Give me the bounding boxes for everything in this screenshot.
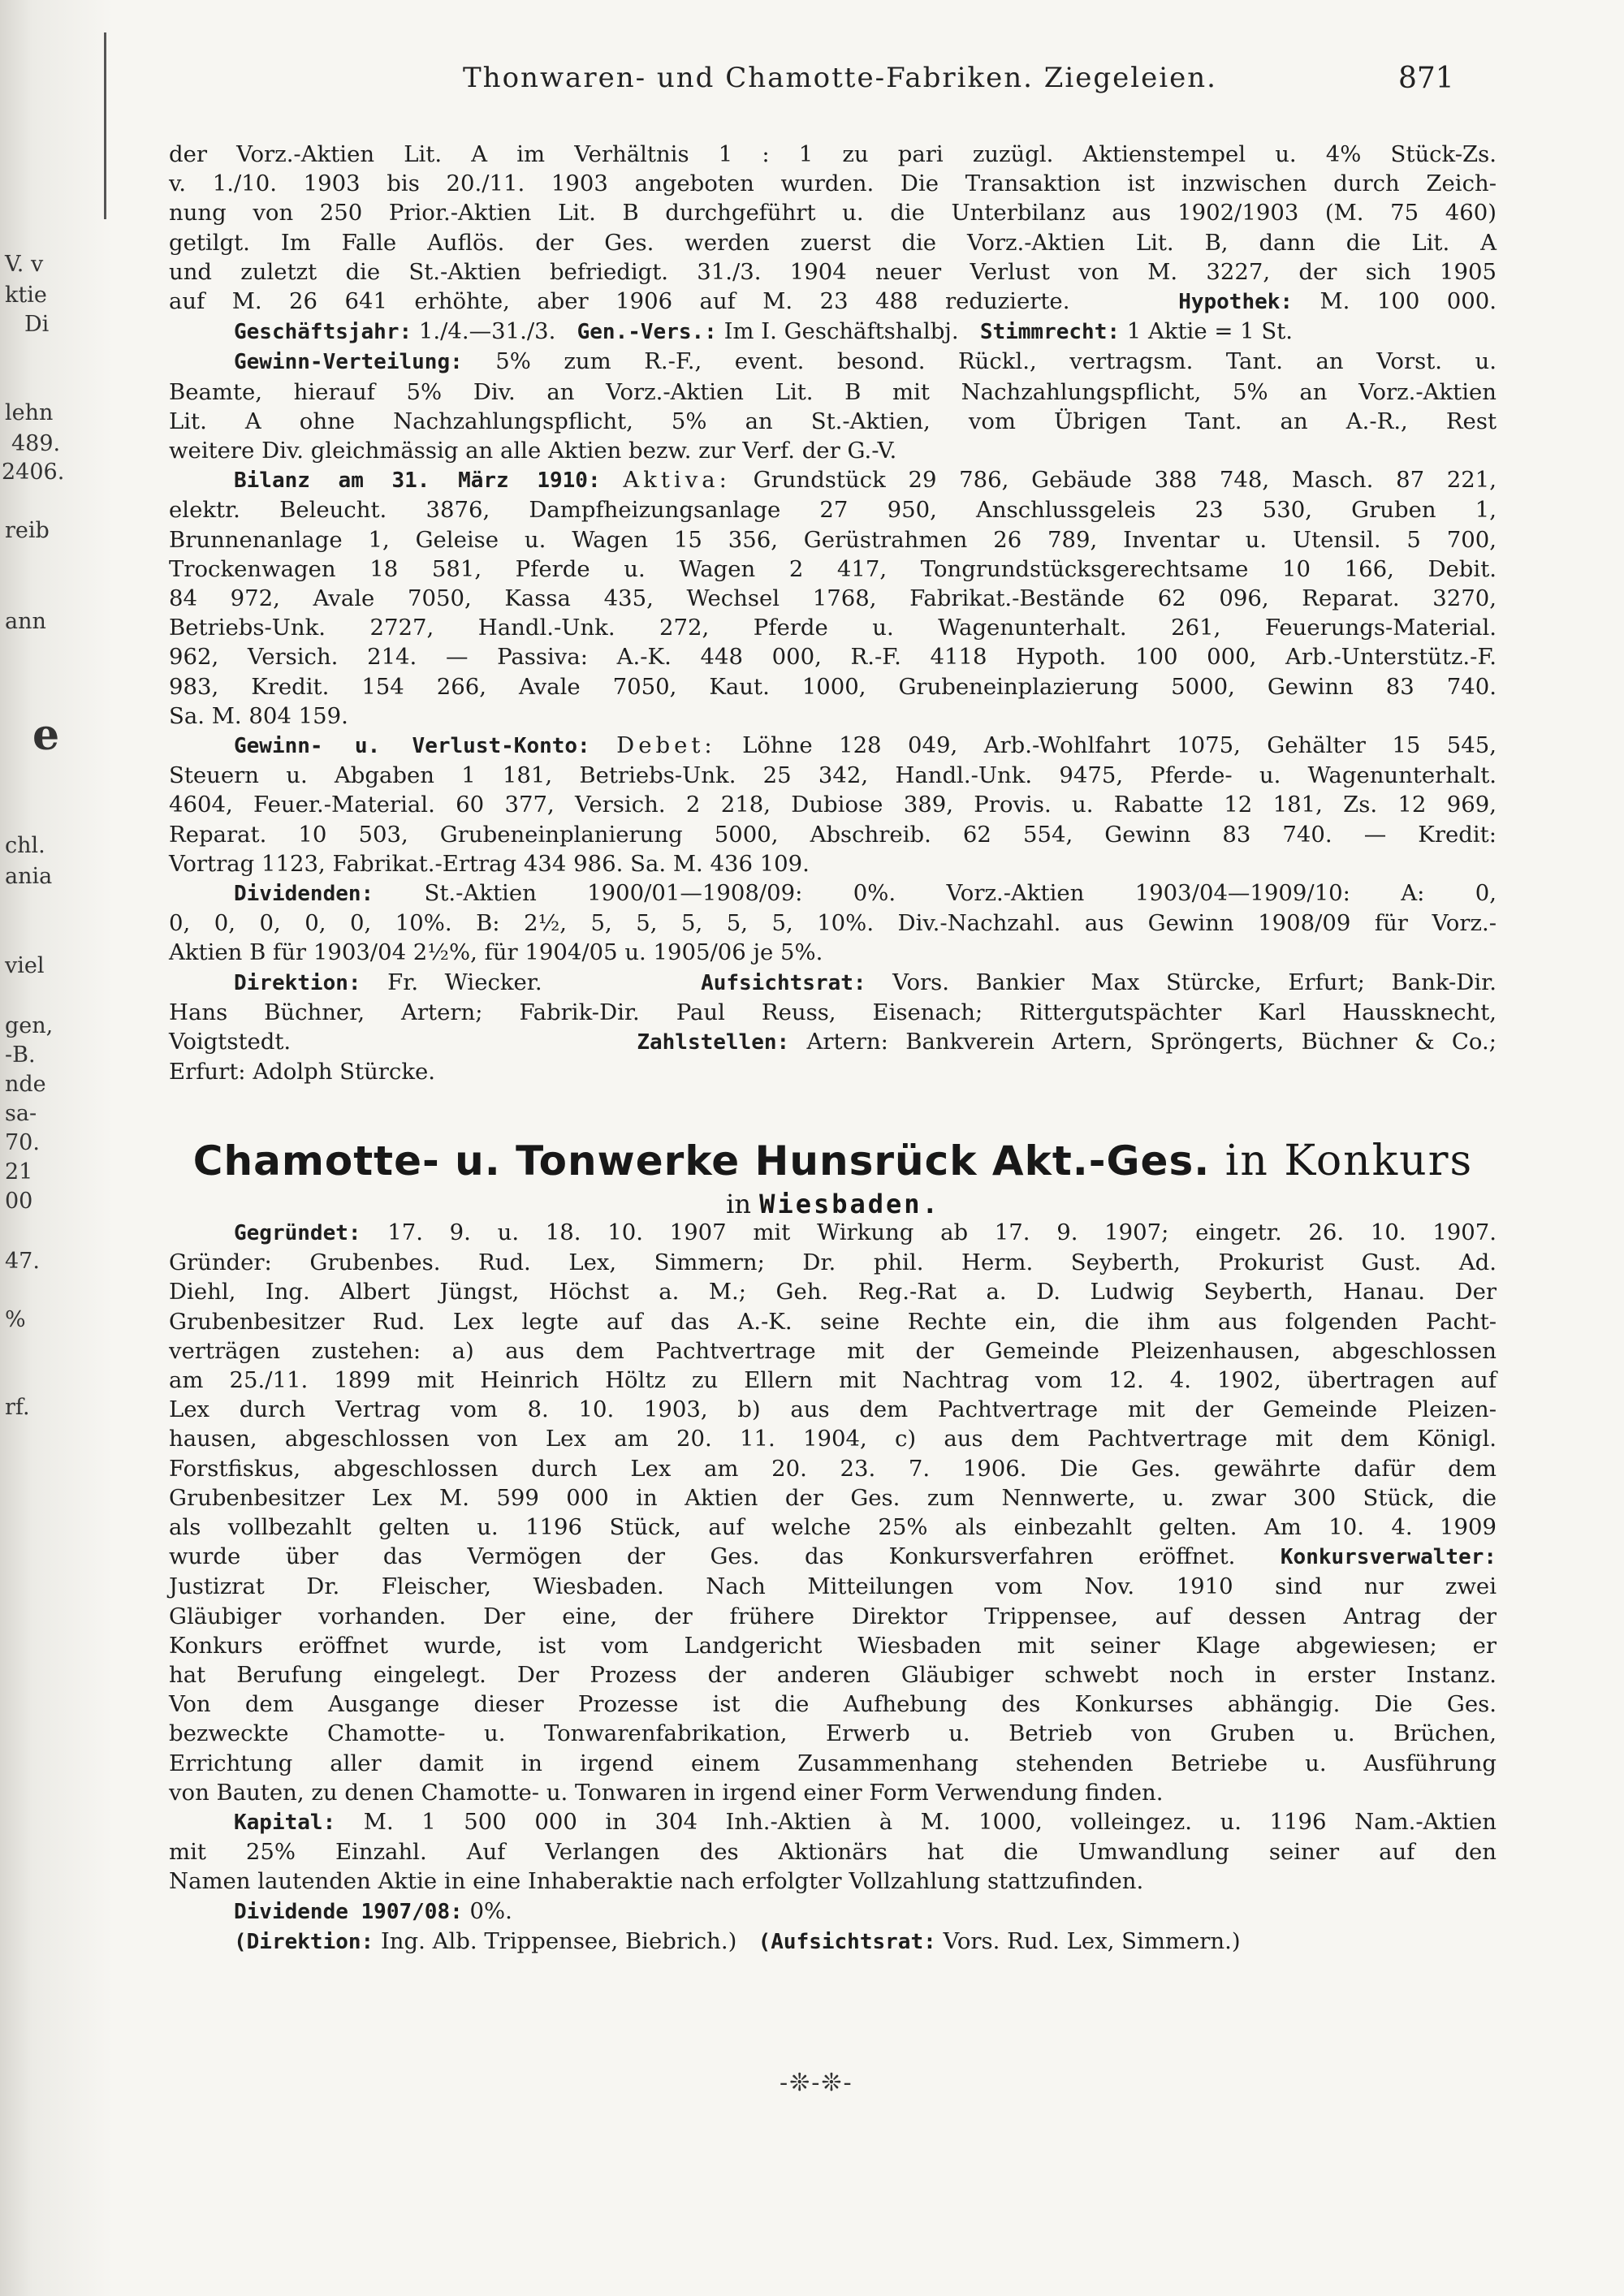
- dividenden-label: Dividenden:: [234, 882, 374, 907]
- margin-fragment: rf.: [5, 1395, 30, 1420]
- left-margin-fragments: [0, 0, 65, 2296]
- hypothek-label: Hypothek:: [1178, 290, 1294, 315]
- margin-fragment: 70.: [5, 1130, 40, 1155]
- margin-fragment: sa-: [5, 1101, 37, 1126]
- text-line: Grubenbesitzer Rud. Lex legte auf das A.-K. seine Rechte ein, die ihm aus folgenden Pacht-: [169, 1308, 1497, 1335]
- zahlstellen-label: Zahlstellen:: [637, 1030, 790, 1055]
- text-line: hat Berufung eingelegt. Der Prozess der anderen Gläubiger schwebt noch in erster Instanz.: [169, 1662, 1497, 1689]
- text-line: Gläubiger vorhanden. Der eine, der frühere Direktor Trippensee, auf dessen Antrag der: [169, 1603, 1497, 1629]
- margin-fragment: %: [5, 1307, 26, 1332]
- margin-fragment: reib: [5, 518, 50, 543]
- aufsichtsrat-value: Vors. Rud. Lex, Simmern.): [943, 1927, 1241, 1954]
- text-run: 17. 9. u. 18. 10. 1907 mit Wirkung ab 17. 9. 1907; eingetr. 26. 10. 1907.: [387, 1219, 1497, 1245]
- direktion-label: (Direktion:: [234, 1929, 374, 1954]
- stimmrecht-value: 1 Aktie = 1 St.: [1126, 318, 1294, 345]
- margin-fragment: 2406.: [2, 460, 65, 485]
- kapital-label: Kapital:: [234, 1810, 336, 1836]
- text-line: und zuletzt die St.-Aktien befriedigt. 31./3. 1904 neuer Verlust von M. 3227, der sich 1905: [169, 258, 1497, 285]
- dividende-label: Dividende 1907/08:: [234, 1899, 463, 1924]
- text-line: Hans Büchner, Artern; Fabrik-Dir. Paul Reuss, Eisenach; Rittergutspächter Karl Haussknecht,: [169, 999, 1497, 1025]
- margin-fragment: V. v: [5, 252, 44, 277]
- running-title: Thonwaren- und Chamotte-Fabriken. Ziegeleien.: [463, 62, 1217, 94]
- text-line: Von dem Ausgange dieser Prozesse ist die Aufhebung des Konkurses abhängig. Die Ges.: [169, 1691, 1497, 1718]
- text-line: getilgt. Im Falle Auflös. der Ges. werden zuerst die Vorz.-Aktien Lit. B, dann die Lit. A: [169, 229, 1497, 256]
- text-run: wurde über das Vermögen der Ges. das Konkursverfahren eröffnet.: [169, 1543, 1236, 1570]
- direktion-label: Direktion:: [234, 970, 361, 995]
- text-line: Lit. A ohne Nachzahlungspflicht, 5% an St.-Aktien, vom Übrigen Tant. an A.-R., Rest: [169, 408, 1497, 434]
- konkurs-label: Konkursverwalter:: [1280, 1545, 1497, 1570]
- text-line: 84 972, Avale 7050, Kassa 435, Wechsel 1768, Fabrikat.-Bestände 62 096, Reparat. 3270,: [169, 585, 1497, 612]
- text-run: St.-Aktien 1900/01—1908/09: 0%. Vorz.-Aktien 1903/04—1909/10: A: 0,: [424, 880, 1497, 907]
- text-run: Vors. Bankier Max Stürcke, Erfurt; Bank-Dir.: [892, 969, 1497, 995]
- location-prefix: in: [726, 1189, 751, 1219]
- text-line: [169, 1897, 1497, 1927]
- text-line: [169, 347, 1497, 377]
- text-line: am 25./11. 1899 mit Heinrich Höltz zu Ellern mit Nachtrag vom 12. 4. 1902, übertragen auf: [169, 1367, 1497, 1394]
- text-line: elektr. Beleucht. 3876, Dampfheizungsanlage 27 950, Anschlussgeleis 23 530, Gruben 1,: [169, 497, 1497, 524]
- text-line: 0, 0, 0, 0, 0, 10%. B: 2½, 5, 5, 5, 5, 5, 10%. Div.-Nachzahl. aus Gewinn 1908/09 für Vorz.-: [169, 910, 1497, 937]
- text-line: weitere Div. gleichmässig an alle Aktien bezw. zur Verf. der G.-V.: [169, 438, 897, 464]
- text-line: Namen lautenden Aktie in eine Inhaberaktie nach erfolgter Vollzahlung stattzufinden.: [169, 1868, 1144, 1895]
- text-line: 983, Kredit. 154 266, Avale 7050, Kaut. 1000, Grubeneinplazierung 5000, Gewinn 83 740.: [169, 673, 1497, 700]
- text-line: Justizrat Dr. Fleischer, Wiesbaden. Nach Mitteilungen vom Nov. 1910 sind nur zwei: [169, 1573, 1497, 1600]
- margin-fragment: lehn: [5, 400, 54, 425]
- section-company-entry: [169, 1218, 1497, 1957]
- company-location: [192, 1189, 1475, 1219]
- dividende-value: 0%.: [469, 1897, 512, 1924]
- text-line: Sa. M. 804 159.: [169, 702, 348, 729]
- text-run: Artern: Bankverein Artern, Spröngerts, Büchner & Co.;: [806, 1029, 1497, 1055]
- text-line: [169, 1027, 1497, 1057]
- text-line: Brunnenanlage 1, Geleise u. Wagen 15 356, Gerüstrahmen 26 789, Inventar u. Utensil. 5 700,: [169, 526, 1497, 553]
- margin-fragment: ania: [5, 864, 53, 889]
- verlust-label: Gewinn- u. Verlust-Konto:: [234, 734, 590, 759]
- text-line: 962, Versich. 214. — Passiva: A.-K. 448 000, R.-F. 4118 Hypoth. 100 000, Arb.-Unterstütz.-F.: [169, 644, 1497, 671]
- gutter-line: [104, 32, 106, 219]
- text-line: Diehl, Ing. Albert Jüngst, Höchst a. M.; Geh. Reg.-Rat a. D. Ludwig Seyberth, Hanau. Der: [169, 1279, 1497, 1306]
- text-line: [169, 1927, 1497, 1957]
- text-line: Grubenbesitzer Lex M. 599 000 in Aktien der Ges. zum Nennwerte, u. zwar 300 Stück, die: [169, 1484, 1497, 1511]
- text-line: Lex durch Vertrag vom 8. 10. 1903, b) aus dem Pachtvertrage mit der Gemeinde Pleizen-: [169, 1396, 1497, 1423]
- text-run: M. 1 500 000 in 304 Inh.-Aktien à M. 1000, volleingez. u. 1196 Nam.-Aktien: [363, 1809, 1497, 1836]
- genvers-value: Im I. Geschäftshalbj.: [723, 318, 959, 345]
- text-line: Konkurs eröffnet wurde, ist vom Landgericht Wiesbaden mit seiner Klage abgewiesen; er: [169, 1632, 1497, 1659]
- text-line: als vollbezahlt gelten u. 1196 Stück, auf welche 25% als einbezahlt gelten. Am 10. 4. 1909: [169, 1514, 1497, 1541]
- text-line: [169, 968, 1497, 998]
- text-line: [169, 1218, 1497, 1248]
- text-line: [169, 1807, 1497, 1837]
- margin-fragment: e: [32, 710, 60, 760]
- geschaeftsjahr-value: 1./4.—31./3.: [418, 318, 556, 345]
- margin-fragment: chl.: [5, 833, 45, 858]
- margin-fragment: nde: [5, 1072, 46, 1097]
- text-line: Trockenwagen 18 581, Pferde u. Wagen 2 417, Tongrundstücksgerechtsame 10 166, Debit.: [169, 555, 1497, 582]
- location-city: Wiesbaden.: [759, 1189, 940, 1219]
- text-line: von Bauten, zu denen Chamotte- u. Tonwaren in irgend einer Form Verwendung finden.: [169, 1779, 1164, 1806]
- margin-fragment: 489.: [11, 431, 61, 456]
- margin-fragment: Di: [24, 312, 50, 337]
- margin-fragment: gen,: [5, 1013, 54, 1038]
- text-line: [169, 465, 1497, 495]
- text-run: Löhne 128 049, Arb.-Wohlfahrt 1075, Gehälter 15 545,: [742, 732, 1497, 759]
- direktion-value: Ing. Alb. Trippensee, Biebrich.): [380, 1927, 737, 1954]
- text-line: Reparat. 10 503, Grubeneinplanierung 5000, Abschreib. 62 554, Gewinn 83 740. — Kredit:: [169, 821, 1497, 848]
- margin-fragment: -B.: [5, 1042, 36, 1068]
- genvers-label: Gen.-Vers.:: [577, 320, 717, 345]
- company-status: in Konkurs: [1224, 1137, 1474, 1185]
- text-run: 5% zum R.-F., event. besond. Rückl., vertragsm. Tant. an Vorst. u.: [495, 348, 1497, 375]
- company-name: Chamotte- u. Tonwerke Hunsrück Akt.-Ges.: [192, 1137, 1211, 1185]
- text-line: [169, 878, 1497, 908]
- text-line: [169, 1542, 1497, 1572]
- margin-fragment: 21: [5, 1159, 33, 1185]
- aufsichtsrat-label: Aufsichtsrat:: [701, 970, 866, 995]
- text-line: [169, 317, 1497, 347]
- text-line: Forstfiskus, abgeschlossen durch Lex am 20. 23. 7. 1906. Die Ges. gewährte dafür dem: [169, 1455, 1497, 1482]
- text-line: Errichtung aller damit in irgend einem Zusammenhang stehenden Betriebe u. Ausführung: [169, 1750, 1497, 1776]
- gewinn-label: Gewinn-Verteilung:: [234, 350, 463, 375]
- bilanz-label: Bilanz am 31. März 1910:: [234, 468, 601, 494]
- text-run: auf M. 26 641 erhöhte, aber 1906 auf M. 23 488 reduzierte.: [169, 288, 1070, 315]
- debet-label: Debet:: [616, 732, 716, 759]
- text-line: der Vorz.-Aktien Lit. A im Verhältnis 1 : 1 zu pari zuzügl. Aktienstempel u. 4% Stück-Zs.: [169, 141, 1497, 167]
- section-previous-company: [169, 140, 1497, 1087]
- text-line: 4604, Feuer.-Material. 60 377, Versich. 2 218, Dubiose 389, Provis. u. Rabatte 12 181, Zs. 12 969,: [169, 792, 1497, 818]
- text-line: [169, 731, 1497, 761]
- text-line: bezweckte Chamotte- u. Tonwarenfabrikation, Erwerb u. Betrieb von Gruben u. Brüchen,: [169, 1720, 1497, 1747]
- text-line: Beamte, hierauf 5% Div. an Vorz.-Aktien Lit. B mit Nachzahlungspflicht, 5% an Vorz.-Aktien: [169, 378, 1497, 405]
- margin-fragment: viel: [5, 953, 45, 978]
- direktion-value: Fr. Wiecker.: [387, 969, 542, 995]
- margin-fragment: 47.: [5, 1249, 40, 1274]
- margin-fragment: 00: [5, 1189, 33, 1214]
- hypothek-value: M. 100 000.: [1320, 288, 1497, 315]
- text-line: mit 25% Einzahl. Auf Verlangen des Aktionärs hat die Umwandlung seiner auf den: [169, 1839, 1497, 1866]
- aufsichtsrat-label: (Aufsichtsrat:: [758, 1929, 936, 1954]
- text-line: [169, 287, 1497, 317]
- gegruendet-label: Gegründet:: [234, 1221, 361, 1245]
- text-run: Grundstück 29 786, Gebäude 388 748, Masch. 87 221,: [753, 467, 1497, 494]
- margin-fragment: ann: [5, 609, 46, 634]
- text-line: Gründer: Grubenbes. Rud. Lex, Simmern; Dr. phil. Herm. Seyberth, Prokurist Gust. Ad.: [169, 1249, 1497, 1276]
- geschaeftsjahr-label: Geschäftsjahr:: [234, 320, 412, 345]
- text-line: Steuern u. Abgaben 1 181, Betriebs-Unk. 25 342, Handl.-Unk. 9475, Pferde- u. Wagenunterhalt.: [169, 762, 1497, 789]
- text-line: v. 1./10. 1903 bis 20./11. 1903 angeboten wurden. Die Transaktion ist inzwischen durch Zeich-: [169, 170, 1497, 197]
- closing-ornament: -❊-❊-: [780, 2069, 853, 2097]
- margin-fragment: ktie: [5, 283, 47, 308]
- text-line: Aktien B für 1903/04 2½%, für 1904/05 u. 1905/06 je 5%.: [169, 939, 823, 966]
- text-line: verträgen zustehen: a) aus dem Pachtvertrage mit der Gemeinde Pleizenhausen, abgeschlossen: [169, 1337, 1497, 1364]
- text-run: Voigtstedt.: [169, 1029, 292, 1055]
- company-title: [192, 1137, 1475, 1185]
- text-line: hausen, abgeschlossen von Lex am 20. 11. 1904, c) aus dem Pachtvertrage mit dem Königl.: [169, 1426, 1497, 1452]
- aktiva-label: Aktiva:: [623, 467, 731, 494]
- text-line: Erfurt: Adolph Stürcke.: [169, 1059, 436, 1085]
- text-line: nung von 250 Prior.-Aktien Lit. B durchgeführt u. die Unterbilanz aus 1902/1903 (M. 75 460): [169, 200, 1497, 227]
- text-line: Vortrag 1123, Fabrikat.-Ertrag 434 986. Sa. M. 436 109.: [169, 850, 810, 877]
- stimmrecht-label: Stimmrecht:: [979, 320, 1120, 345]
- text-line: Betriebs-Unk. 2727, Handl.-Unk. 272, Pferde u. Wagenunterhalt. 261, Feuerungs-Material.: [169, 615, 1497, 641]
- page-number: 871: [1398, 62, 1454, 95]
